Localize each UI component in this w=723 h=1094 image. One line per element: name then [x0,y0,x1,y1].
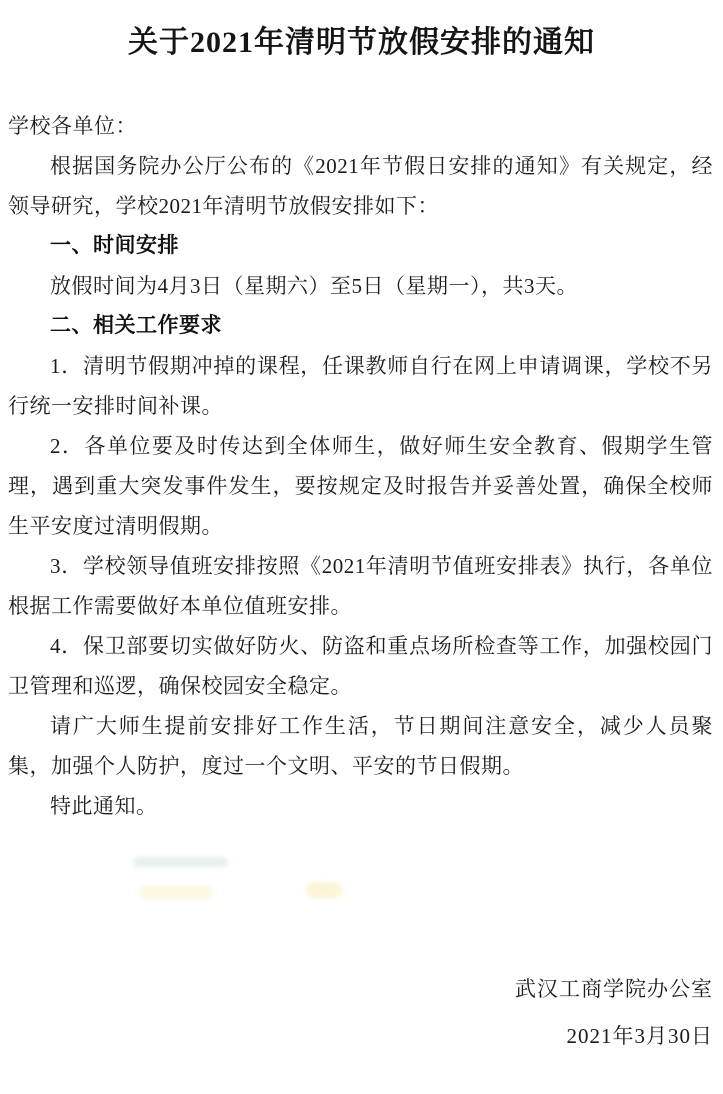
closing-paragraph: 请广大师生提前安排好工作生活，节日期间注意安全，减少人员聚集，加强个人防护，度过一个文明、平安的节日假期。 [8,714,713,778]
section-heading-work-requirements: 二、相关工作要求 [50,314,222,337]
holiday-dates-paragraph: 放假时间为4月3日（星期六）至5日（星期一），共3天。 [50,274,578,298]
signature-block [0,966,723,1060]
requirement-item-2: 2．各单位要及时传达到全体师生，做好师生安全教育、假期学生管理，遇到重大突发事件发生，要按规定及时报告并妥善处置，确保全校师生平安度过清明假期。 [8,434,713,538]
requirement-item-1: 1．清明节假期冲掉的课程，任课教师自行在网上申请调课，学校不另行统一安排时间补课。 [8,354,713,418]
salutation: 学校各单位： [8,114,137,138]
removed-seal-artifact [133,857,228,867]
removed-seal-artifact [305,882,343,898]
signing-date: 2021年3月30日 [566,1024,713,1048]
section-heading-time-arrangement: 一、时间安排 [50,234,179,257]
document-body [0,106,723,826]
notice-statement: 特此通知。 [50,794,158,818]
removed-seal-artifact [140,886,212,899]
signing-office: 武汉工商学院办公室 [515,977,713,1001]
requirement-item-4: 4．保卫部要切实做好防火、防盗和重点场所检查等工作，加强校园门卫管理和巡逻，确保校园安全稳定。 [8,634,713,698]
document-title: 关于2021年清明节放假安排的通知 [128,26,595,59]
requirement-item-3: 3．学校领导值班安排按照《2021年清明节值班安排表》执行，各单位根据工作需要做好本单位值班安排。 [8,554,713,618]
intro-paragraph: 根据国务院办公厅公布的《2021年节假日安排的通知》有关规定，经领导研究，学校2021年清明节放假安排如下： [8,154,713,218]
